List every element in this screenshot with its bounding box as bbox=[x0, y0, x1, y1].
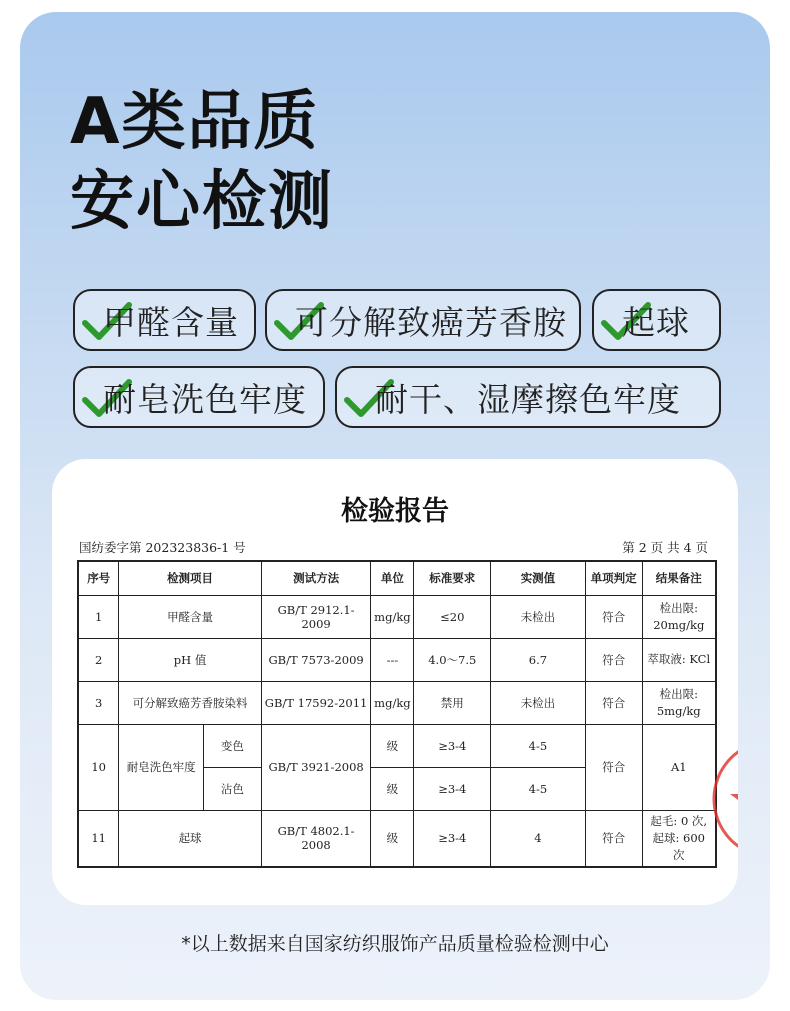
cell-value: 4 bbox=[491, 810, 586, 867]
cell-note: 起毛: 0 次, 起球: 600 次 bbox=[642, 810, 716, 867]
cell-note: 检出限: 20mg/kg bbox=[642, 595, 716, 638]
cell-requirement: ≥3-4 bbox=[414, 810, 491, 867]
tag-label: 甲醛含量 bbox=[103, 302, 239, 342]
tag-label: 耐干、湿摩擦色牢度 bbox=[375, 379, 681, 419]
cell-unit: 级 bbox=[371, 767, 414, 810]
headline-line2: 安心检测 bbox=[70, 165, 334, 239]
cell-unit: 级 bbox=[371, 724, 414, 767]
cell-item: 耐皂洗色牢度 bbox=[119, 724, 204, 810]
cell-unit: --- bbox=[371, 638, 414, 681]
cell-subitem: 变色 bbox=[204, 724, 262, 767]
cell-requirement: ≥3-4 bbox=[414, 724, 491, 767]
table-row bbox=[78, 681, 716, 724]
results-table bbox=[77, 560, 717, 868]
cell-method: GB/T 4802.1-2008 bbox=[261, 810, 371, 867]
product-card bbox=[20, 12, 770, 1000]
cell-value: 未检出 bbox=[491, 681, 586, 724]
table-row bbox=[78, 595, 716, 638]
cell-unit: mg/kg bbox=[371, 595, 414, 638]
cell-item: 甲醛含量 bbox=[119, 595, 261, 638]
header-cell: 检测项目 bbox=[119, 561, 261, 595]
tag-label: 耐皂洗色牢度 bbox=[103, 379, 307, 419]
table-row bbox=[78, 810, 716, 867]
report-title: 检验报告 bbox=[341, 496, 449, 527]
cell-method: GB/T 2912.1-2009 bbox=[261, 595, 371, 638]
cell-note: 萃取液: KCl bbox=[642, 638, 716, 681]
tag-rubbing-fastness bbox=[335, 366, 721, 428]
cell-note: A1 bbox=[642, 724, 716, 810]
cell-judgement: 符合 bbox=[585, 638, 642, 681]
tag-formaldehyde bbox=[73, 289, 256, 351]
cell-requirement: ≥3-4 bbox=[414, 767, 491, 810]
cell-subitem: 沾色 bbox=[204, 767, 262, 810]
cell-no: 10 bbox=[78, 724, 119, 810]
header-cell: 序号 bbox=[78, 561, 119, 595]
cell-no: 3 bbox=[78, 681, 119, 724]
header-cell: 结果备注 bbox=[642, 561, 716, 595]
cell-item: pH 值 bbox=[119, 638, 261, 681]
cell-method: GB/T 3921-2008 bbox=[261, 724, 371, 810]
table-row bbox=[78, 724, 716, 767]
tag-label: 起球 bbox=[622, 302, 690, 342]
header-cell: 实测值 bbox=[491, 561, 586, 595]
cell-value: 4-5 bbox=[491, 724, 586, 767]
tag-aromatic-amines bbox=[265, 289, 581, 351]
cell-value: 6.7 bbox=[491, 638, 586, 681]
cell-method: GB/T 17592-2011 bbox=[261, 681, 371, 724]
cell-requirement: ≤20 bbox=[414, 595, 491, 638]
cell-no: 11 bbox=[78, 810, 119, 867]
header-cell: 单位 bbox=[371, 561, 414, 595]
inspection-report bbox=[52, 459, 738, 905]
cell-judgement: 符合 bbox=[585, 724, 642, 810]
cell-judgement: 符合 bbox=[585, 681, 642, 724]
table-row bbox=[78, 638, 716, 681]
cell-judgement: 符合 bbox=[585, 595, 642, 638]
header-cell: 测试方法 bbox=[261, 561, 371, 595]
cell-no: 2 bbox=[78, 638, 119, 681]
header-cell: 标准要求 bbox=[414, 561, 491, 595]
cell-value: 未检出 bbox=[491, 595, 586, 638]
header-cell: 单项判定 bbox=[585, 561, 642, 595]
cell-no: 1 bbox=[78, 595, 119, 638]
seal-stamp bbox=[702, 734, 738, 864]
cell-value: 4-5 bbox=[491, 767, 586, 810]
cell-note: 检出限: 5mg/kg bbox=[642, 681, 716, 724]
cell-item: 可分解致癌芳香胺染料 bbox=[119, 681, 261, 724]
table-header-row bbox=[78, 561, 716, 595]
cell-unit: 级 bbox=[371, 810, 414, 867]
data-source-footnote: *以上数据来自国家纺织服饰产品质量检验检测中心 bbox=[181, 933, 609, 955]
tag-label: 可分解致癌芳香胺 bbox=[295, 302, 567, 342]
tag-pilling bbox=[592, 289, 721, 351]
cell-requirement: 禁用 bbox=[414, 681, 491, 724]
cell-item: 起球 bbox=[119, 810, 261, 867]
cell-requirement: 4.0～7.5 bbox=[414, 638, 491, 681]
report-page: 第 2 页 共 4 页 bbox=[622, 540, 708, 555]
cell-method: GB/T 7573-2009 bbox=[261, 638, 371, 681]
tag-soap-wash-fastness bbox=[73, 366, 325, 428]
report-number: 国纺委字第 202323836-1 号 bbox=[79, 540, 246, 555]
cell-unit: mg/kg bbox=[371, 681, 414, 724]
headline-line1: A类品质 bbox=[70, 85, 320, 159]
cell-judgement: 符合 bbox=[585, 810, 642, 867]
